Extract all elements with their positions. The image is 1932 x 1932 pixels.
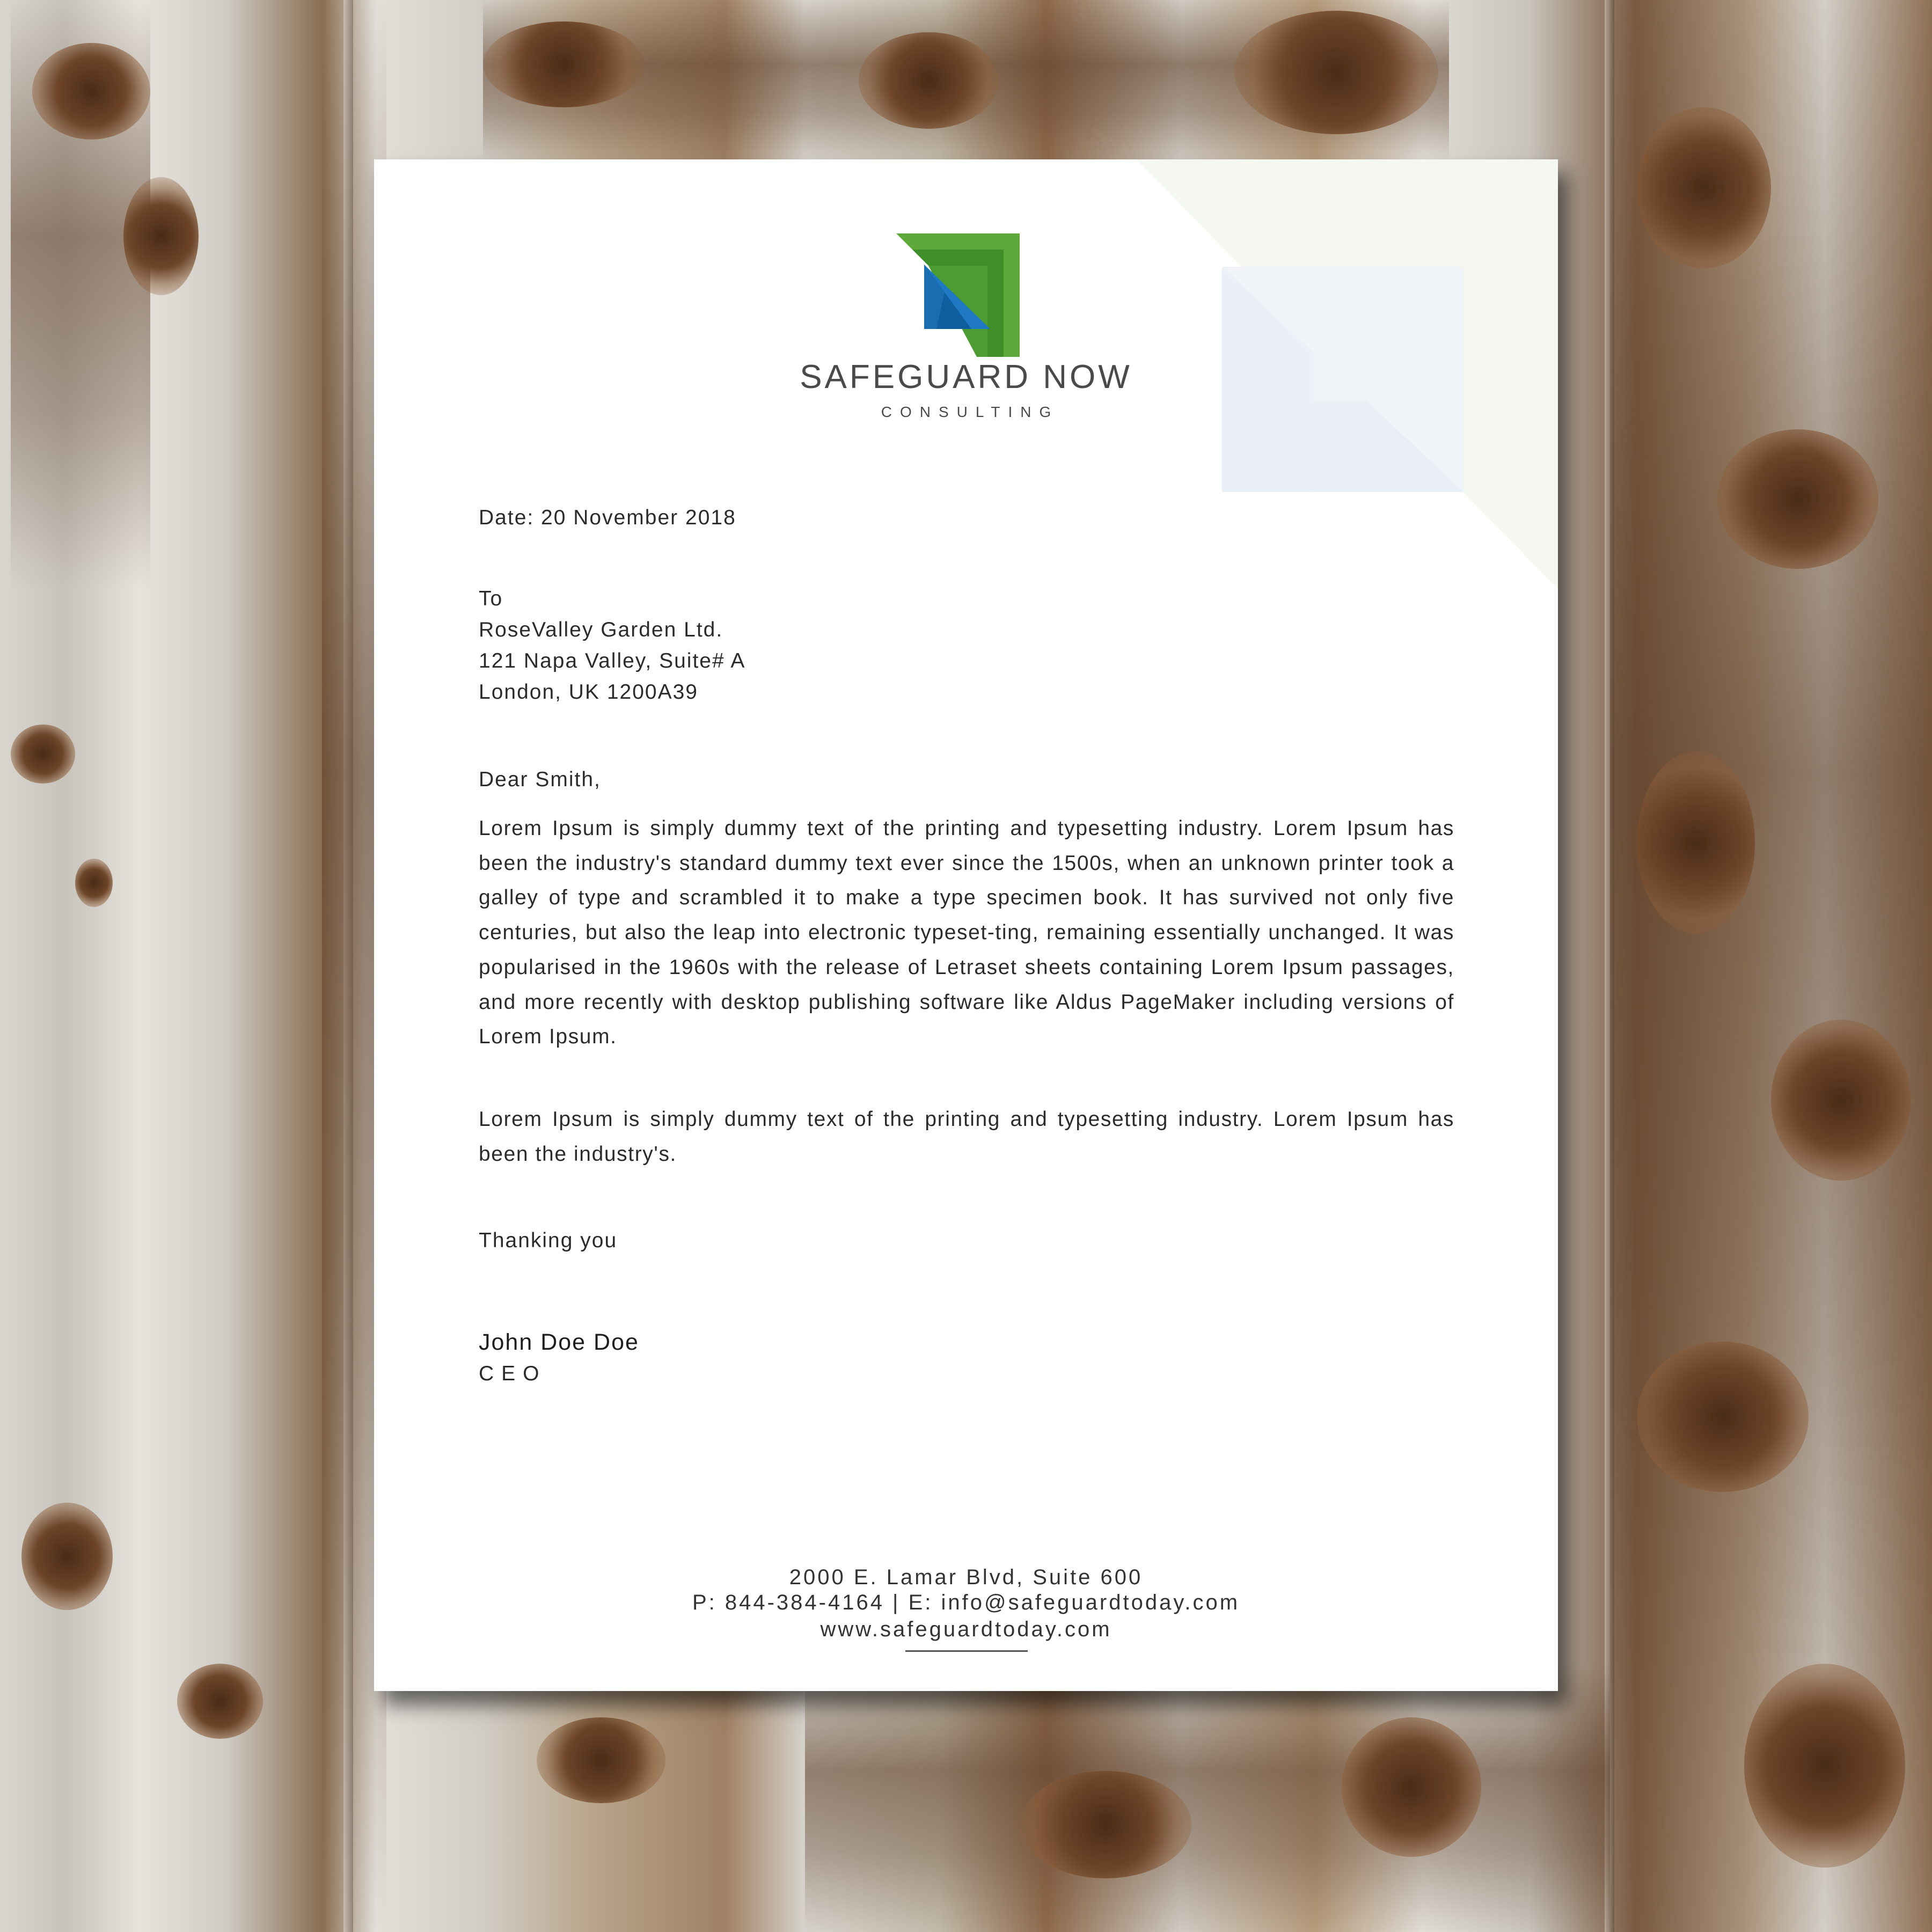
recipient-to-label: To: [479, 587, 503, 610]
letter-date: Date: 20 November 2018: [479, 506, 736, 529]
rust-spot: [32, 43, 150, 140]
signatory-name: John Doe Doe: [479, 1329, 639, 1355]
footer-website: www.safeguardtoday.com: [820, 1618, 1112, 1641]
letter-salutation: Dear Smith,: [479, 768, 601, 791]
recipient-address-line1: 121 Napa Valley, Suite# A: [479, 649, 746, 672]
rust-spot: [1771, 1020, 1911, 1181]
company-subtitle: CONSULTING: [881, 404, 1059, 420]
footer-contact: P: 844-384-4164 | E: info@safeguardtoday.com: [692, 1591, 1240, 1614]
rust-spot: [11, 724, 75, 784]
shield-logo-icon: [896, 233, 1020, 357]
rust-spot: [123, 177, 199, 295]
recipient-address-line2: London, UK 1200A39: [479, 680, 698, 704]
rust-streak: [805, 1664, 1610, 1932]
rust-spot: [75, 859, 113, 907]
rust-spot: [1744, 1664, 1905, 1868]
rust-spot: [859, 32, 998, 129]
company-name: SAFEGUARD NOW: [800, 358, 1132, 396]
rust-spot: [1717, 429, 1878, 569]
rust-spot: [1234, 11, 1438, 134]
footer-address: 2000 E. Lamar Blvd, Suite 600: [789, 1565, 1143, 1589]
rust-spot: [1637, 1342, 1809, 1492]
rust-streak: [1610, 0, 1932, 1932]
letterhead-page: [374, 159, 1558, 1691]
rust-spot: [177, 1664, 263, 1739]
rust-spot: [1637, 107, 1771, 268]
letter-paragraph: Lorem Ipsum is simply dummy text of the printing and typesetting industry. Lorem Ipsum has been the industry's.: [479, 1108, 1454, 1166]
letter-closing: Thanking you: [479, 1229, 618, 1252]
rust-spot: [1342, 1717, 1481, 1857]
recipient-company: RoseValley Garden Ltd.: [479, 618, 723, 641]
rust-spot: [1020, 1771, 1191, 1878]
rust-spot: [1637, 751, 1755, 934]
rust-spot: [537, 1717, 665, 1803]
footer-divider: [905, 1650, 1028, 1652]
rust-spot: [21, 1503, 113, 1610]
signatory-title: CEO: [479, 1362, 547, 1385]
rust-spot: [483, 21, 644, 107]
letter-paragraph: Lorem Ipsum is simply dummy text of the printing and typesetting industry. Lorem Ipsum has been the industry's standard dummy text ever since the 1500s, when an unknown printer took a galley of type and scrambled it to make a type specimen book. It has survived not only five centuries, but also the leap into electronic typeset-ting, remaining essentially unchanged. It was popularised in the 1960s with the release of Letraset sheets containing Lorem Ipsum passages, and more recently with desktop publishing software like Aldus PageMaker including versions of Lorem Ipsum.: [479, 817, 1454, 1049]
